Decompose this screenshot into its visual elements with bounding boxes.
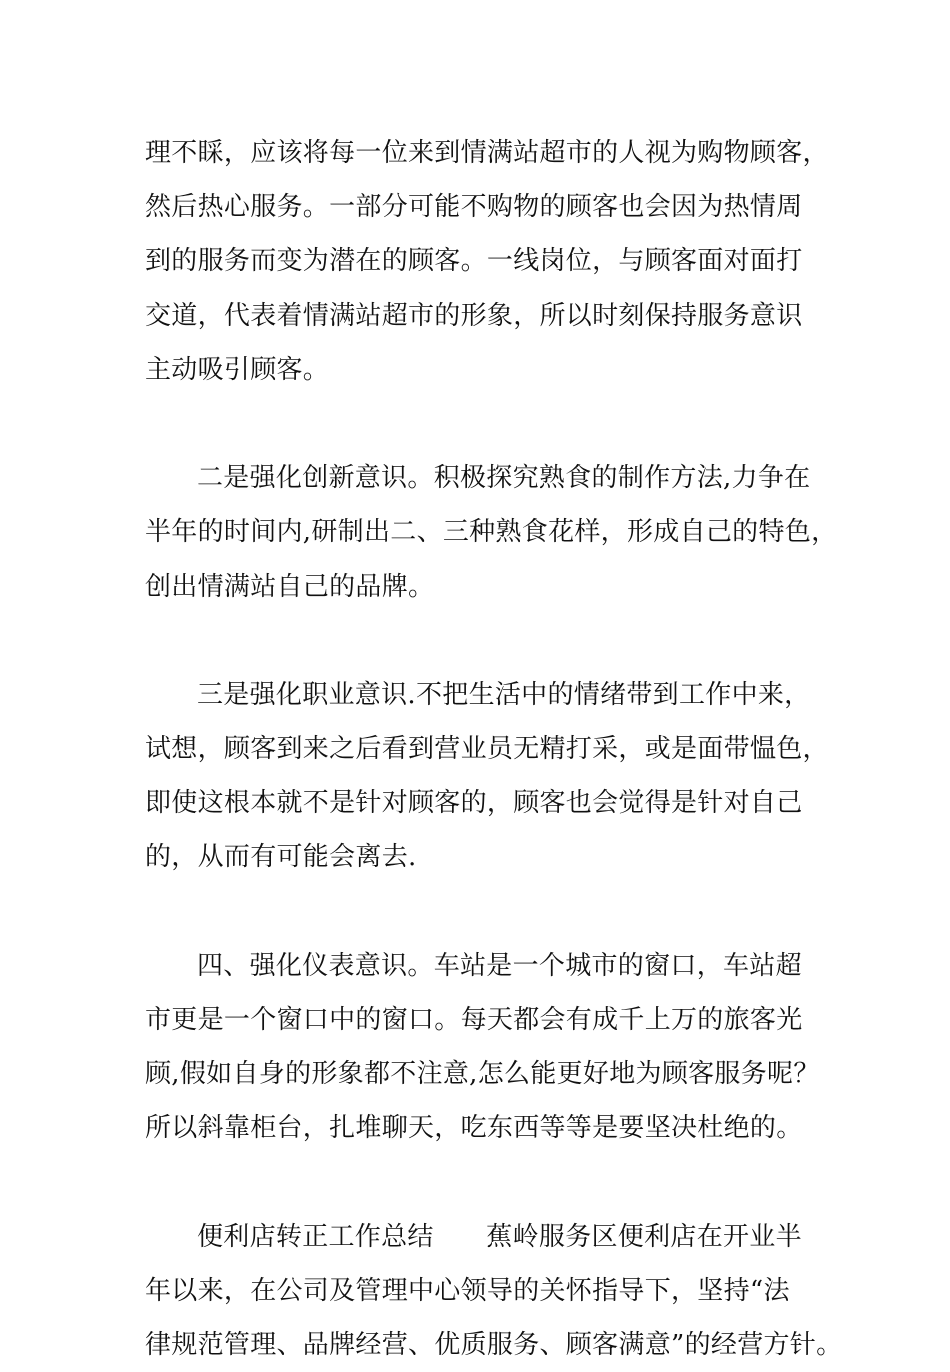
text-line: 的，从而有可能会离去. — [145, 842, 417, 873]
text-line: 年以来，在公司及管理中心领导的关怀指导下，坚持“法 — [145, 1275, 790, 1306]
text-line: 创出情满站自己的品牌。 — [145, 571, 435, 602]
text-line: 顾,假如自身的形象都不注意,怎么能更好地为顾客服务呢？ — [145, 1059, 820, 1090]
text-line: 到的服务而变为潜在的顾客。一线岗位，与顾客面对面打 — [145, 246, 803, 277]
text-line: 交道，代表着情满站超市的形象，所以时刻保持服务意识 — [145, 300, 803, 331]
text-line: 市更是一个窗口中的窗口。每天都会有成千上万的旅客光 — [145, 1005, 803, 1035]
body-text — [145, 126, 845, 1372]
text-line: 半年的时间内,研制出二、三种熟食花样，形成自己的特色， — [145, 517, 838, 548]
text-line: 试想，顾客到来之后看到营业员无精打采，或是面带愠色， — [145, 734, 829, 765]
text-line: 即使这根本就不是针对顾客的，顾客也会觉得是针对自己 — [145, 788, 803, 819]
text-line: 律规范管理、品牌经营、优质服务、顾客满意”的经营方针。 — [145, 1330, 843, 1361]
text-line: 理不睬，应该将每一位来到情满站超市的人视为购物顾客， — [145, 138, 829, 168]
paragraph-gap — [145, 614, 845, 668]
paragraph — [145, 1210, 845, 1372]
paragraph-gap — [145, 397, 845, 451]
paragraph — [145, 939, 845, 1156]
text-line: 主动吸引顾客。 — [145, 354, 330, 385]
paragraph-gap — [145, 885, 845, 939]
text-line: 三是强化职业意识.不把生活中的情绪带到工作中来， — [197, 679, 811, 710]
text-line: 所以斜靠柜台，扎堆聊天，吃东西等等是要坚决杜绝的。 — [145, 1113, 803, 1144]
text-line: 四、强化仪表意识。车站是一个城市的窗口，车站超 — [197, 950, 802, 981]
paragraph — [145, 451, 845, 614]
text-line: 然后热心服务。一部分可能不购物的顾客也会因为热情周 — [145, 192, 803, 223]
paragraph-gap — [145, 1156, 845, 1210]
text-line: 便利店转正工作总结 蕉岭服务区便利店在开业半 — [197, 1221, 802, 1252]
paragraph — [145, 668, 845, 885]
text-line: 二是强化创新意识。积极探究熟食的制作方法,力争在 — [197, 463, 811, 494]
paragraph — [145, 126, 845, 397]
